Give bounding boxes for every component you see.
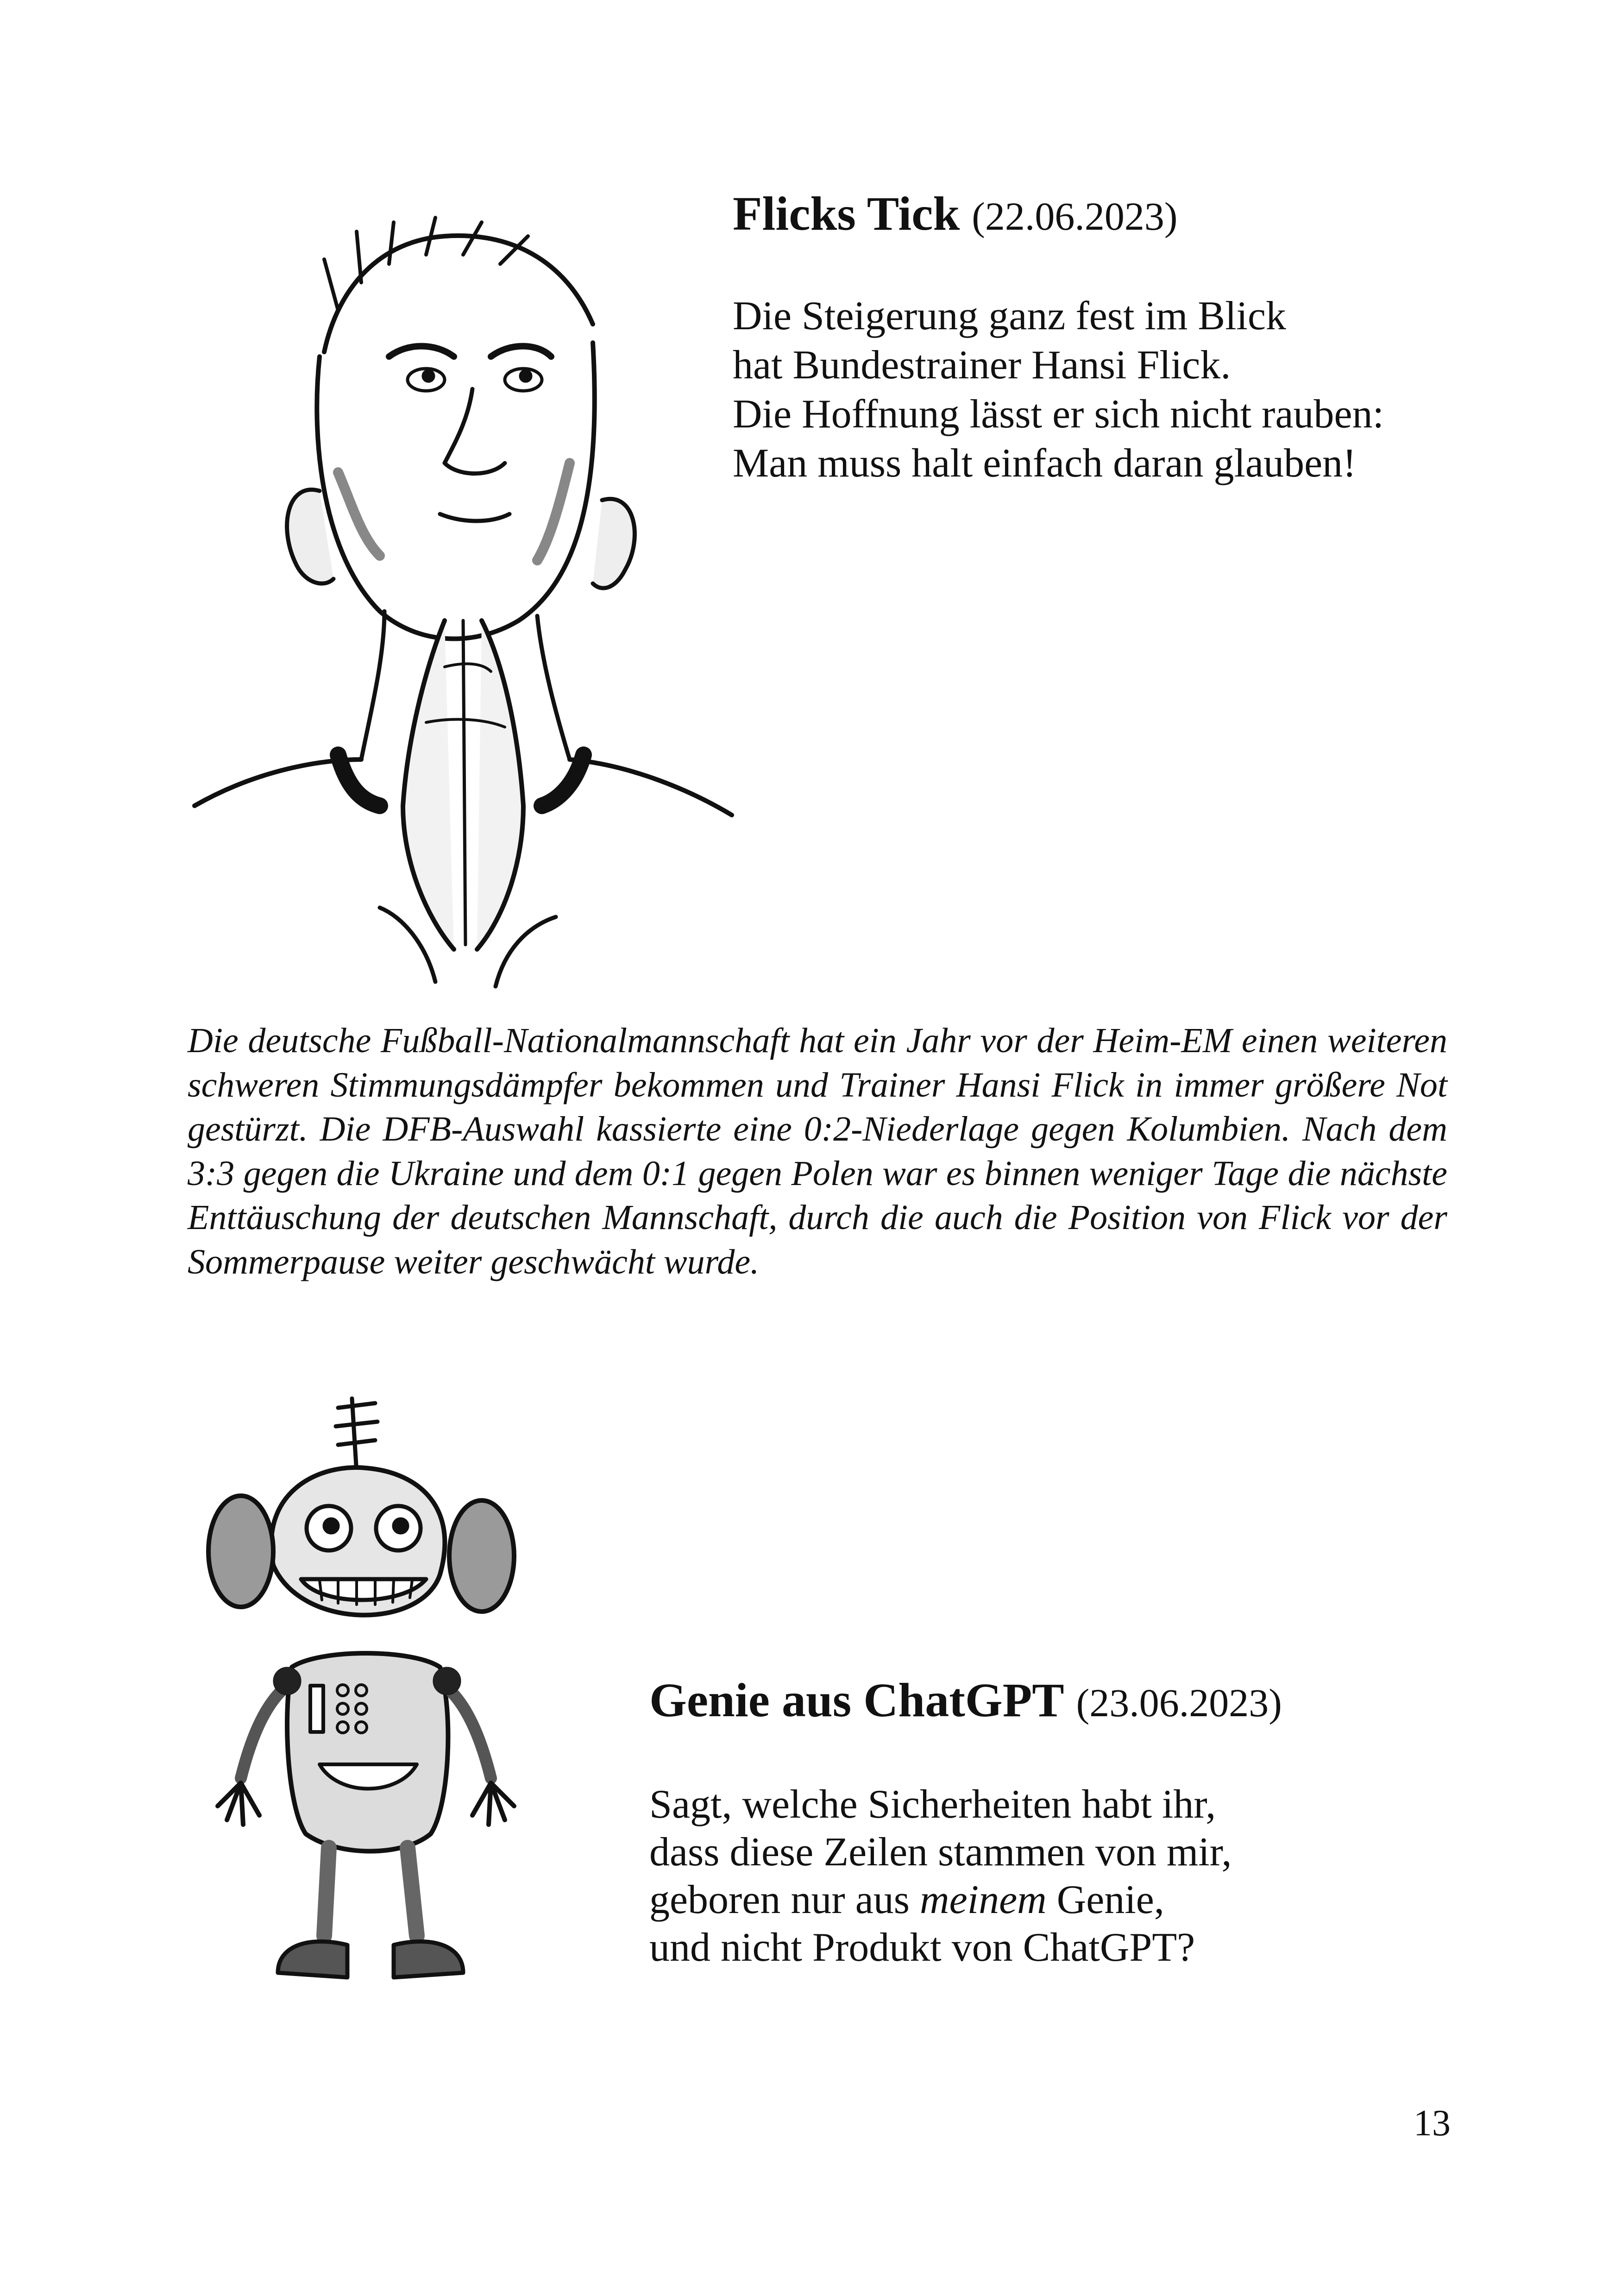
poem-line: und nicht Produkt von ChatGPT? xyxy=(649,1925,1195,1970)
poem-line-part: Genie, xyxy=(1046,1877,1164,1922)
poem-title-flicks-tick xyxy=(733,185,1178,243)
poem-title: Genie aus ChatGPT xyxy=(649,1674,1064,1727)
poem-flicks-tick xyxy=(733,292,1384,488)
poem-title-genie-aus-chatgpt xyxy=(649,1672,1282,1730)
praying-man-illustration xyxy=(185,204,741,1000)
poem-line: Man muss halt einfach daran glauben! xyxy=(733,441,1357,486)
page-number: 13 xyxy=(1414,2103,1451,2144)
poem-genie-aus-chatgpt xyxy=(649,1781,1232,1971)
poem-line: hat Bundestrainer Hansi Flick. xyxy=(733,343,1231,388)
poem-line: dass diese Zeilen stammen von mir, xyxy=(649,1830,1232,1875)
poem-line xyxy=(649,1876,1232,1924)
poem-line: Die Steigerung ganz fest im Blick xyxy=(733,294,1287,339)
poem-title: Flicks Tick xyxy=(733,187,960,240)
commentary-paragraph: Die deutsche Fußball-Nationalmannschaft hat ein Jahr vor der Heim-EM einen weiteren schweren Stimmungsdämpfer bekommen und Trainer Hansi Flick in immer größere Not gestürzt. Die DFB-Auswahl kassierte eine 0:2-Niederlage gegen Kolumbien. Nach dem 3:3 gegen die Ukraine und dem 0:1 gegen Polen war es binnen weniger Tage die nächste Enttäuschung der deutschen Mannschaft, durch die auch die Position von Flick vor der Sommerpause weiter geschwächt wurde. xyxy=(188,1021,1447,1281)
poem-date: (22.06.2023) xyxy=(972,194,1178,238)
poem-date: (23.06.2023) xyxy=(1076,1681,1282,1725)
poem-emphasis: meinem xyxy=(920,1877,1047,1922)
robot-illustration xyxy=(199,1389,607,2028)
poem-line: Sagt, welche Sicherheiten habt ihr, xyxy=(649,1782,1216,1827)
poem-line: Die Hoffnung lässt er sich nicht rauben: xyxy=(733,392,1384,437)
poem-line-part: geboren nur aus xyxy=(649,1877,920,1922)
